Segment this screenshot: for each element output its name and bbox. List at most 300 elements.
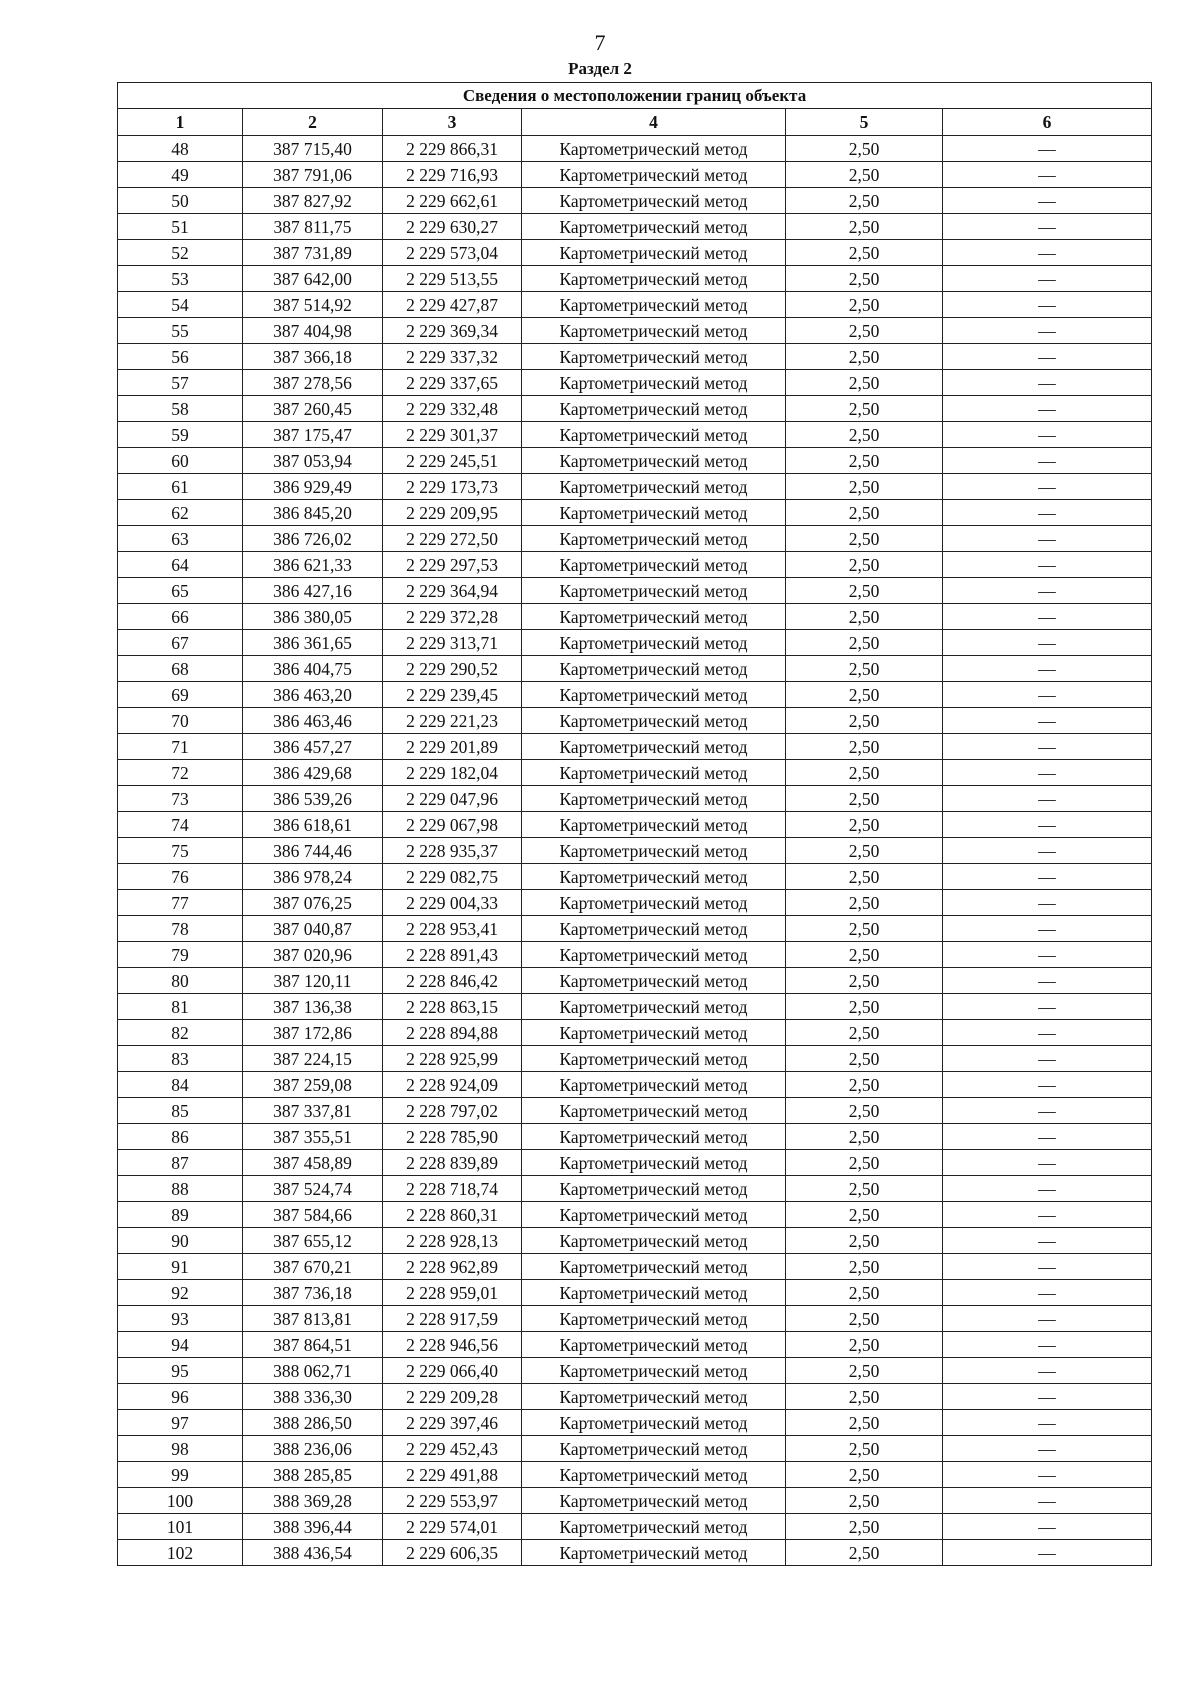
point-number-cell: 70 (118, 708, 243, 734)
x-coordinate-cell: 386 361,65 (243, 630, 383, 656)
accuracy-cell: 2,50 (786, 240, 943, 266)
table-header-row (118, 109, 1152, 136)
y-coordinate-cell: 2 228 860,31 (383, 1202, 522, 1228)
table-row (118, 1280, 1152, 1306)
y-coordinate-cell: 2 229 313,71 (383, 630, 522, 656)
point-number-cell: 75 (118, 838, 243, 864)
accuracy-cell: 2,50 (786, 1020, 943, 1046)
y-coordinate-cell: 2 229 372,28 (383, 604, 522, 630)
note-cell: — (943, 812, 1152, 838)
accuracy-cell: 2,50 (786, 968, 943, 994)
note-cell: — (943, 942, 1152, 968)
x-coordinate-cell: 387 337,81 (243, 1098, 383, 1124)
y-coordinate-cell: 2 229 553,97 (383, 1488, 522, 1514)
table-row (118, 1254, 1152, 1280)
table-row (118, 630, 1152, 656)
method-cell: Картометрический метод (522, 942, 786, 968)
x-coordinate-cell: 386 427,16 (243, 578, 383, 604)
accuracy-cell: 2,50 (786, 890, 943, 916)
table-row (118, 916, 1152, 942)
note-cell: — (943, 1488, 1152, 1514)
note-cell: — (943, 188, 1152, 214)
x-coordinate-cell: 388 436,54 (243, 1540, 383, 1566)
point-number-cell: 94 (118, 1332, 243, 1358)
y-coordinate-cell: 2 228 891,43 (383, 942, 522, 968)
method-cell: Картометрический метод (522, 1176, 786, 1202)
point-number-cell: 80 (118, 968, 243, 994)
method-cell: Картометрический метод (522, 1020, 786, 1046)
point-number-cell: 100 (118, 1488, 243, 1514)
section-title: Раздел 2 (568, 59, 632, 78)
y-coordinate-cell: 2 228 718,74 (383, 1176, 522, 1202)
y-coordinate-cell: 2 229 290,52 (383, 656, 522, 682)
y-coordinate-cell: 2 229 573,04 (383, 240, 522, 266)
table-row (118, 1410, 1152, 1436)
x-coordinate-cell: 388 369,28 (243, 1488, 383, 1514)
note-cell: — (943, 1124, 1152, 1150)
note-cell: — (943, 682, 1152, 708)
x-coordinate-cell: 387 278,56 (243, 370, 383, 396)
method-cell: Картометрический метод (522, 214, 786, 240)
y-coordinate-cell: 2 228 928,13 (383, 1228, 522, 1254)
y-coordinate-cell: 2 229 606,35 (383, 1540, 522, 1566)
table-row (118, 1540, 1152, 1566)
y-coordinate-cell: 2 228 924,09 (383, 1072, 522, 1098)
table-row (118, 656, 1152, 682)
x-coordinate-cell: 387 813,81 (243, 1306, 383, 1332)
method-cell: Картометрический метод (522, 1540, 786, 1566)
method-cell: Картометрический метод (522, 838, 786, 864)
method-cell: Картометрический метод (522, 240, 786, 266)
table-row (118, 812, 1152, 838)
table-row (118, 1150, 1152, 1176)
y-coordinate-cell: 2 228 846,42 (383, 968, 522, 994)
accuracy-cell: 2,50 (786, 1488, 943, 1514)
y-coordinate-cell: 2 228 953,41 (383, 916, 522, 942)
x-coordinate-cell: 387 655,12 (243, 1228, 383, 1254)
point-number-cell: 59 (118, 422, 243, 448)
point-number-cell: 68 (118, 656, 243, 682)
table-row (118, 994, 1152, 1020)
note-cell: — (943, 266, 1152, 292)
point-number-cell: 67 (118, 630, 243, 656)
x-coordinate-cell: 388 285,85 (243, 1462, 383, 1488)
method-cell: Картометрический метод (522, 1358, 786, 1384)
note-cell: — (943, 786, 1152, 812)
point-number-cell: 66 (118, 604, 243, 630)
method-cell: Картометрический метод (522, 136, 786, 162)
y-coordinate-cell: 2 229 082,75 (383, 864, 522, 890)
y-coordinate-cell: 2 229 297,53 (383, 552, 522, 578)
method-cell: Картометрический метод (522, 422, 786, 448)
point-number-cell: 88 (118, 1176, 243, 1202)
x-coordinate-cell: 388 062,71 (243, 1358, 383, 1384)
x-coordinate-cell: 387 642,00 (243, 266, 383, 292)
point-number-cell: 56 (118, 344, 243, 370)
accuracy-cell: 2,50 (786, 1540, 943, 1566)
accuracy-cell: 2,50 (786, 1150, 943, 1176)
table-row (118, 890, 1152, 916)
point-number-cell: 97 (118, 1410, 243, 1436)
note-cell: — (943, 1436, 1152, 1462)
y-coordinate-cell: 2 229 047,96 (383, 786, 522, 812)
x-coordinate-cell: 386 744,46 (243, 838, 383, 864)
method-cell: Картометрический метод (522, 630, 786, 656)
point-number-cell: 95 (118, 1358, 243, 1384)
note-cell: — (943, 760, 1152, 786)
y-coordinate-cell: 2 228 917,59 (383, 1306, 522, 1332)
x-coordinate-cell: 386 463,46 (243, 708, 383, 734)
accuracy-cell: 2,50 (786, 552, 943, 578)
y-coordinate-cell: 2 229 182,04 (383, 760, 522, 786)
accuracy-cell: 2,50 (786, 1436, 943, 1462)
table-row (118, 1436, 1152, 1462)
table-row (118, 1384, 1152, 1410)
note-cell: — (943, 474, 1152, 500)
x-coordinate-cell: 386 726,02 (243, 526, 383, 552)
accuracy-cell: 2,50 (786, 1358, 943, 1384)
note-cell: — (943, 708, 1152, 734)
point-number-cell: 60 (118, 448, 243, 474)
note-cell: — (943, 162, 1152, 188)
method-cell: Картометрический метод (522, 162, 786, 188)
table-row (118, 1306, 1152, 1332)
table-row (118, 1046, 1152, 1072)
x-coordinate-cell: 387 827,92 (243, 188, 383, 214)
note-cell: — (943, 630, 1152, 656)
note-cell: — (943, 1020, 1152, 1046)
y-coordinate-cell: 2 228 925,99 (383, 1046, 522, 1072)
method-cell: Картометрический метод (522, 1124, 786, 1150)
method-cell: Картометрический метод (522, 1228, 786, 1254)
point-number-cell: 71 (118, 734, 243, 760)
table-row (118, 942, 1152, 968)
note-cell: — (943, 1046, 1152, 1072)
accuracy-cell: 2,50 (786, 500, 943, 526)
x-coordinate-cell: 387 136,38 (243, 994, 383, 1020)
accuracy-cell: 2,50 (786, 734, 943, 760)
x-coordinate-cell: 386 978,24 (243, 864, 383, 890)
accuracy-cell: 2,50 (786, 448, 943, 474)
y-coordinate-cell: 2 228 797,02 (383, 1098, 522, 1124)
accuracy-cell: 2,50 (786, 1124, 943, 1150)
note-cell: — (943, 214, 1152, 240)
x-coordinate-cell: 387 175,47 (243, 422, 383, 448)
method-cell: Картометрический метод (522, 1254, 786, 1280)
point-number-cell: 91 (118, 1254, 243, 1280)
y-coordinate-cell: 2 229 369,34 (383, 318, 522, 344)
y-coordinate-cell: 2 229 301,37 (383, 422, 522, 448)
table-row (118, 396, 1152, 422)
table-row (118, 604, 1152, 630)
note-cell: — (943, 1098, 1152, 1124)
table-row (118, 448, 1152, 474)
method-cell: Картометрический метод (522, 1306, 786, 1332)
y-coordinate-cell: 2 229 201,89 (383, 734, 522, 760)
x-coordinate-cell: 386 429,68 (243, 760, 383, 786)
y-coordinate-cell: 2 228 946,56 (383, 1332, 522, 1358)
y-coordinate-cell: 2 229 337,32 (383, 344, 522, 370)
point-number-cell: 53 (118, 266, 243, 292)
accuracy-cell: 2,50 (786, 994, 943, 1020)
table-row (118, 1072, 1152, 1098)
x-coordinate-cell: 387 355,51 (243, 1124, 383, 1150)
y-coordinate-cell: 2 228 959,01 (383, 1280, 522, 1306)
method-cell: Картометрический метод (522, 344, 786, 370)
method-cell: Картометрический метод (522, 266, 786, 292)
method-cell: Картометрический метод (522, 448, 786, 474)
accuracy-cell: 2,50 (786, 1384, 943, 1410)
note-cell: — (943, 1280, 1152, 1306)
point-number-cell: 64 (118, 552, 243, 578)
x-coordinate-cell: 387 736,18 (243, 1280, 383, 1306)
x-coordinate-cell: 387 584,66 (243, 1202, 383, 1228)
table-row (118, 1358, 1152, 1384)
column-header-6: 6 (943, 109, 1152, 136)
method-cell: Картометрический метод (522, 1488, 786, 1514)
point-number-cell: 61 (118, 474, 243, 500)
accuracy-cell: 2,50 (786, 1046, 943, 1072)
note-cell: — (943, 838, 1152, 864)
point-number-cell: 69 (118, 682, 243, 708)
x-coordinate-cell: 386 929,49 (243, 474, 383, 500)
accuracy-cell: 2,50 (786, 1410, 943, 1436)
y-coordinate-cell: 2 229 452,43 (383, 1436, 522, 1462)
point-number-cell: 72 (118, 760, 243, 786)
note-cell: — (943, 1254, 1152, 1280)
accuracy-cell: 2,50 (786, 1098, 943, 1124)
table-row (118, 1462, 1152, 1488)
table-row (118, 292, 1152, 318)
accuracy-cell: 2,50 (786, 1306, 943, 1332)
accuracy-cell: 2,50 (786, 1254, 943, 1280)
accuracy-cell: 2,50 (786, 812, 943, 838)
note-cell: — (943, 1202, 1152, 1228)
note-cell: — (943, 1540, 1152, 1566)
y-coordinate-cell: 2 229 364,94 (383, 578, 522, 604)
table-row (118, 1202, 1152, 1228)
y-coordinate-cell: 2 229 332,48 (383, 396, 522, 422)
table-row (118, 344, 1152, 370)
point-number-cell: 90 (118, 1228, 243, 1254)
method-cell: Картометрический метод (522, 786, 786, 812)
note-cell: — (943, 1462, 1152, 1488)
column-header-1: 1 (118, 109, 243, 136)
table-row (118, 422, 1152, 448)
table-row (118, 1098, 1152, 1124)
y-coordinate-cell: 2 229 209,28 (383, 1384, 522, 1410)
note-cell: — (943, 448, 1152, 474)
note-cell: — (943, 526, 1152, 552)
x-coordinate-cell: 387 514,92 (243, 292, 383, 318)
note-cell: — (943, 1072, 1152, 1098)
note-cell: — (943, 734, 1152, 760)
note-cell: — (943, 1514, 1152, 1540)
point-number-cell: 65 (118, 578, 243, 604)
x-coordinate-cell: 387 076,25 (243, 890, 383, 916)
accuracy-cell: 2,50 (786, 162, 943, 188)
y-coordinate-cell: 2 229 513,55 (383, 266, 522, 292)
method-cell: Картометрический метод (522, 578, 786, 604)
x-coordinate-cell: 386 618,61 (243, 812, 383, 838)
table-row (118, 1176, 1152, 1202)
y-coordinate-cell: 2 229 630,27 (383, 214, 522, 240)
note-cell: — (943, 1384, 1152, 1410)
accuracy-cell: 2,50 (786, 188, 943, 214)
x-coordinate-cell: 387 404,98 (243, 318, 383, 344)
point-number-cell: 101 (118, 1514, 243, 1540)
point-number-cell: 58 (118, 396, 243, 422)
point-number-cell: 50 (118, 188, 243, 214)
table-row (118, 1332, 1152, 1358)
point-number-cell: 73 (118, 786, 243, 812)
table-row (118, 552, 1152, 578)
table-caption-row (118, 83, 1152, 109)
point-number-cell: 76 (118, 864, 243, 890)
point-number-cell: 84 (118, 1072, 243, 1098)
point-number-cell: 51 (118, 214, 243, 240)
point-number-cell: 93 (118, 1306, 243, 1332)
method-cell: Картометрический метод (522, 526, 786, 552)
x-coordinate-cell: 386 457,27 (243, 734, 383, 760)
method-cell: Картометрический метод (522, 864, 786, 890)
point-number-cell: 78 (118, 916, 243, 942)
accuracy-cell: 2,50 (786, 1462, 943, 1488)
note-cell: — (943, 916, 1152, 942)
x-coordinate-cell: 387 259,08 (243, 1072, 383, 1098)
accuracy-cell: 2,50 (786, 760, 943, 786)
method-cell: Картометрический метод (522, 812, 786, 838)
table-row (118, 162, 1152, 188)
table-caption: Сведения о местоположении границ объекта (118, 83, 1152, 109)
y-coordinate-cell: 2 229 427,87 (383, 292, 522, 318)
y-coordinate-cell: 2 229 866,31 (383, 136, 522, 162)
table-row (118, 1124, 1152, 1150)
table-row (118, 370, 1152, 396)
note-cell: — (943, 604, 1152, 630)
method-cell: Картометрический метод (522, 500, 786, 526)
point-number-cell: 102 (118, 1540, 243, 1566)
table-row (118, 188, 1152, 214)
table-row (118, 760, 1152, 786)
accuracy-cell: 2,50 (786, 1176, 943, 1202)
x-coordinate-cell: 387 458,89 (243, 1150, 383, 1176)
accuracy-cell: 2,50 (786, 864, 943, 890)
accuracy-cell: 2,50 (786, 136, 943, 162)
x-coordinate-cell: 388 286,50 (243, 1410, 383, 1436)
note-cell: — (943, 890, 1152, 916)
method-cell: Картометрический метод (522, 1462, 786, 1488)
x-coordinate-cell: 388 336,30 (243, 1384, 383, 1410)
y-coordinate-cell: 2 229 716,93 (383, 162, 522, 188)
accuracy-cell: 2,50 (786, 292, 943, 318)
y-coordinate-cell: 2 228 839,89 (383, 1150, 522, 1176)
accuracy-cell: 2,50 (786, 1280, 943, 1306)
point-number-cell: 48 (118, 136, 243, 162)
x-coordinate-cell: 387 260,45 (243, 396, 383, 422)
note-cell: — (943, 1176, 1152, 1202)
point-number-cell: 54 (118, 292, 243, 318)
method-cell: Картометрический метод (522, 318, 786, 344)
point-number-cell: 81 (118, 994, 243, 1020)
point-number-cell: 96 (118, 1384, 243, 1410)
method-cell: Картометрический метод (522, 604, 786, 630)
note-cell: — (943, 396, 1152, 422)
point-number-cell: 62 (118, 500, 243, 526)
table-row (118, 708, 1152, 734)
accuracy-cell: 2,50 (786, 942, 943, 968)
x-coordinate-cell: 387 040,87 (243, 916, 383, 942)
y-coordinate-cell: 2 229 397,46 (383, 1410, 522, 1436)
y-coordinate-cell: 2 228 863,15 (383, 994, 522, 1020)
method-cell: Картометрический метод (522, 1280, 786, 1306)
point-number-cell: 63 (118, 526, 243, 552)
method-cell: Картометрический метод (522, 1098, 786, 1124)
accuracy-cell: 2,50 (786, 344, 943, 370)
y-coordinate-cell: 2 229 337,65 (383, 370, 522, 396)
x-coordinate-cell: 386 845,20 (243, 500, 383, 526)
x-coordinate-cell: 386 539,26 (243, 786, 383, 812)
method-cell: Картометрический метод (522, 474, 786, 500)
page-number: 7 (594, 30, 606, 55)
method-cell: Картометрический метод (522, 1436, 786, 1462)
table-row (118, 526, 1152, 552)
point-number-cell: 82 (118, 1020, 243, 1046)
point-number-cell: 74 (118, 812, 243, 838)
point-number-cell: 49 (118, 162, 243, 188)
table-row (118, 864, 1152, 890)
table-row (118, 968, 1152, 994)
point-number-cell: 85 (118, 1098, 243, 1124)
x-coordinate-cell: 387 120,11 (243, 968, 383, 994)
method-cell: Картометрический метод (522, 1202, 786, 1228)
method-cell: Картометрический метод (522, 656, 786, 682)
x-coordinate-cell: 387 366,18 (243, 344, 383, 370)
method-cell: Картометрический метод (522, 396, 786, 422)
point-number-cell: 57 (118, 370, 243, 396)
table-row (118, 838, 1152, 864)
method-cell: Картометрический метод (522, 916, 786, 942)
table-body (118, 136, 1152, 1566)
accuracy-cell: 2,50 (786, 630, 943, 656)
accuracy-cell: 2,50 (786, 1228, 943, 1254)
note-cell: — (943, 1228, 1152, 1254)
y-coordinate-cell: 2 229 173,73 (383, 474, 522, 500)
method-cell: Картометрический метод (522, 682, 786, 708)
point-number-cell: 87 (118, 1150, 243, 1176)
table-row (118, 682, 1152, 708)
accuracy-cell: 2,50 (786, 422, 943, 448)
point-number-cell: 89 (118, 1202, 243, 1228)
x-coordinate-cell: 387 224,15 (243, 1046, 383, 1072)
method-cell: Картометрический метод (522, 1072, 786, 1098)
table-row (118, 786, 1152, 812)
note-cell: — (943, 578, 1152, 604)
y-coordinate-cell: 2 228 962,89 (383, 1254, 522, 1280)
x-coordinate-cell: 386 621,33 (243, 552, 383, 578)
note-cell: — (943, 500, 1152, 526)
x-coordinate-cell: 387 715,40 (243, 136, 383, 162)
method-cell: Картометрический метод (522, 708, 786, 734)
note-cell: — (943, 968, 1152, 994)
accuracy-cell: 2,50 (786, 578, 943, 604)
table-row (118, 1228, 1152, 1254)
method-cell: Картометрический метод (522, 552, 786, 578)
method-cell: Картометрический метод (522, 994, 786, 1020)
y-coordinate-cell: 2 229 067,98 (383, 812, 522, 838)
note-cell: — (943, 1410, 1152, 1436)
note-cell: — (943, 864, 1152, 890)
